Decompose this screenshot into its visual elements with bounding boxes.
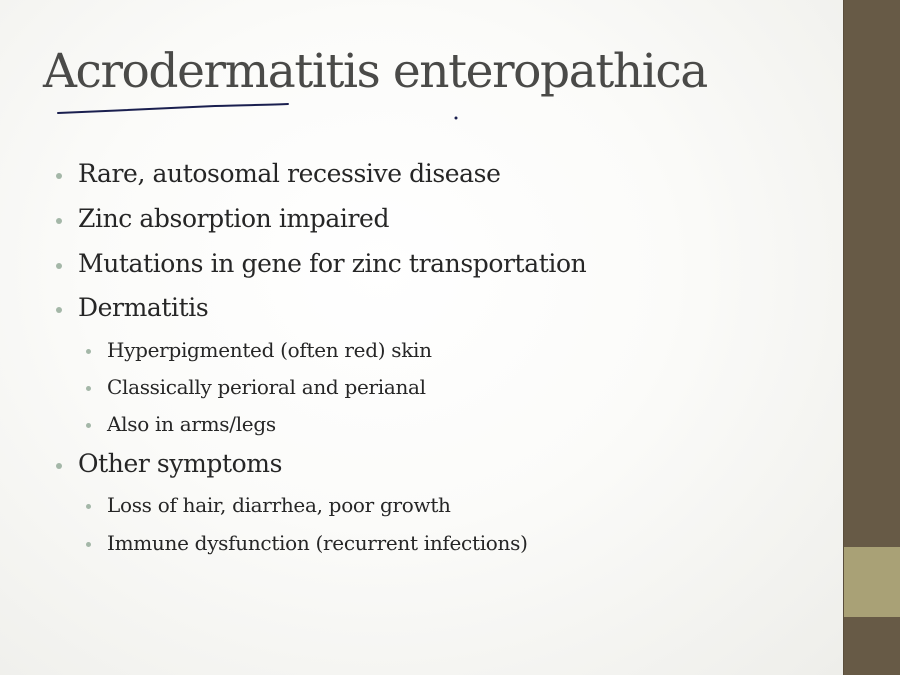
sub-bullet-text: Loss of hair, diarrhea, poor growth <box>107 493 451 517</box>
sub-bullet-item <box>107 531 528 555</box>
bullet-item <box>78 249 586 278</box>
sub-bullet-text: Classically perioral and perianal <box>107 375 426 399</box>
sub-bullet-item <box>107 338 432 362</box>
bullet-dot <box>56 463 62 469</box>
bullet-dot <box>86 423 91 428</box>
bullet-item <box>78 449 282 478</box>
bullet-text: Rare, autosomal recessive disease <box>78 159 501 188</box>
bullet-text: Mutations in gene for zinc transportation <box>78 249 587 278</box>
side-bar <box>843 0 900 675</box>
bullet-dot <box>56 307 62 313</box>
side-bar-accent <box>844 547 900 617</box>
bullet-dot <box>86 349 91 354</box>
sub-bullet-text: Immune dysfunction (recurrent infections) <box>107 531 528 555</box>
bullet-text: Other symptoms <box>78 449 283 478</box>
slide-title: Acrodermatitis enteropathica <box>43 44 707 99</box>
bullet-item <box>78 293 208 322</box>
sub-bullet-item <box>107 493 451 517</box>
bullet-dot <box>56 173 62 179</box>
bullet-dot <box>86 504 91 509</box>
sub-bullet-item <box>107 412 276 436</box>
sub-bullet-text: Also in arms/legs <box>107 412 276 436</box>
bullet-item <box>78 204 389 233</box>
bullet-dot <box>86 542 91 547</box>
sub-bullet-item <box>107 375 426 399</box>
bullet-item <box>78 159 501 188</box>
bullet-dot <box>56 218 62 224</box>
bullet-text: Dermatitis <box>78 293 209 322</box>
bullet-dot <box>86 386 91 391</box>
bullet-dot <box>56 263 62 269</box>
sub-bullet-text: Hyperpigmented (often red) skin <box>107 338 432 362</box>
bullet-text: Zinc absorption impaired <box>78 204 390 233</box>
